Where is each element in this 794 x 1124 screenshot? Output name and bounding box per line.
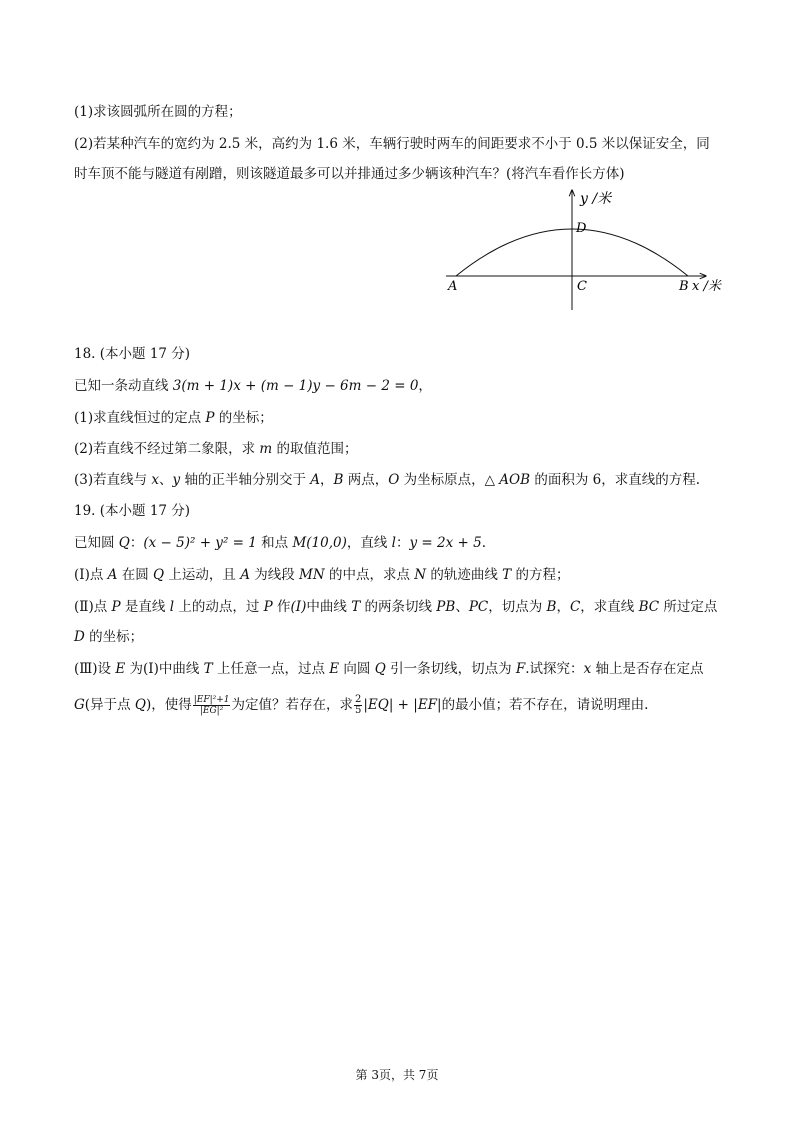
math-var: P <box>205 410 215 426</box>
text: 为线段 <box>249 567 300 583</box>
q19-part2-line2 <box>74 627 734 647</box>
q19-part3-line2 <box>74 692 734 718</box>
text: 和点 <box>256 535 293 551</box>
math-var: l <box>391 535 396 551</box>
text: 作 <box>272 599 291 615</box>
q19-part1 <box>74 565 734 585</box>
math-var: l <box>169 599 175 615</box>
text: 的中点，求点 <box>324 567 415 583</box>
text: 的方程； <box>511 567 570 583</box>
fraction-numerator: 2 <box>354 694 362 705</box>
math-var: E <box>329 661 340 677</box>
math-var: MN <box>299 567 325 583</box>
q17-part2-line1: (2)若某种汽车的宽约为 2.5 米，高约为 1.6 米，车辆行驶时两车的间距要求不小于 0.5 米以保证安全，同 <box>74 136 710 152</box>
q17-part1: (1)求该圆弧所在圆的方程； <box>74 104 242 120</box>
point-A-label: A <box>448 279 458 294</box>
text: (Ⅲ)设 <box>74 661 116 677</box>
math-var: O <box>388 472 400 488</box>
q18-part2 <box>74 439 734 459</box>
text: ，求直线 <box>580 599 639 615</box>
circle-equation: (x − 5)² + y² = 1 <box>143 535 257 551</box>
text: )，使得 <box>145 697 192 713</box>
math-var: (I) <box>290 599 307 615</box>
math-var: Q <box>134 697 146 713</box>
text: 是直线 <box>120 599 170 615</box>
fraction-denominator: 5 <box>354 705 362 716</box>
text: 的最小值；若不存在，请说明理由. <box>441 697 649 713</box>
distance-expression: |EQ| + |EF| <box>363 697 442 713</box>
math-var: C <box>569 599 581 615</box>
math-var: G <box>74 697 85 713</box>
text: 为坐标原点， <box>399 472 485 488</box>
text: .试探究： <box>525 661 584 677</box>
line-equation: y = 2x + 5 <box>409 535 482 551</box>
text: 为定值？若存在，求 <box>231 697 353 713</box>
point-C-label: C <box>577 279 587 294</box>
q17-part2-line2: 时车顶不能与隧道有剐蹭，则该隧道最多可以并排通过多少辆该种汽车？(将汽车看作长方体) <box>74 166 625 182</box>
text: 上运动，且 <box>164 567 241 583</box>
y-axis-label: y /米 <box>580 191 612 207</box>
math-var: T <box>351 599 361 615</box>
math-var: P <box>263 599 273 615</box>
q18-part1 <box>74 408 734 428</box>
math-var: A <box>107 567 118 583</box>
text: ： <box>395 535 410 551</box>
math-var: x <box>151 472 160 488</box>
text: (2)若直线不经过第二象限，求 <box>74 441 260 457</box>
point-D-label: D <box>576 221 587 236</box>
page-footer: 第 3页，共 7页 <box>355 1068 439 1082</box>
math-var: x <box>583 661 592 677</box>
text: 的轨迹曲线 <box>426 567 503 583</box>
text: (Ⅰ)点 <box>74 567 108 583</box>
math-var: B <box>546 599 557 615</box>
text: 、 <box>455 599 469 615</box>
math-var: T <box>203 661 213 677</box>
text: ，直线 <box>346 535 392 551</box>
text: (异于点 <box>84 697 135 713</box>
text: 在圆 <box>117 567 154 583</box>
triangle-symbol: △ <box>484 472 496 488</box>
text: 引一条切线，切点为 <box>385 661 516 677</box>
q18-intro <box>74 376 734 396</box>
text: ， <box>556 599 570 615</box>
text: 、 <box>159 472 173 488</box>
text: 上的动点，过 <box>174 599 264 615</box>
q19-part2-line1 <box>74 597 734 617</box>
text: (3)若直线与 <box>74 472 152 488</box>
math-var: M(10,0) <box>292 535 347 551</box>
x-axis-label: x /米 <box>692 279 721 294</box>
fraction-ef-eg <box>193 695 231 716</box>
text: 轴的正半轴分别交于 <box>180 472 311 488</box>
math-var: T <box>502 567 512 583</box>
text: 的取值范围； <box>272 441 358 457</box>
text: 的两条切线 <box>360 599 437 615</box>
text: 中曲线 <box>306 599 352 615</box>
math-var: A <box>310 472 321 488</box>
math-var: BC <box>638 599 660 615</box>
math-var: F <box>515 661 526 677</box>
text: 为(Ⅰ)中曲线 <box>125 661 204 677</box>
fraction-numerator: |EF|²+1 <box>193 695 230 705</box>
math-var: PB <box>436 599 456 615</box>
math-var: D <box>74 629 85 645</box>
math-var: PC <box>468 599 489 615</box>
text: 已知圆 <box>74 535 119 551</box>
text: 向圆 <box>339 661 375 677</box>
text: ， <box>418 378 432 394</box>
math-var: Q <box>153 567 165 583</box>
q18-part3 <box>74 470 734 490</box>
math-var: AOB <box>495 472 531 488</box>
math-var: y <box>172 472 181 488</box>
math-var: m <box>259 441 273 457</box>
point-B-label: B <box>679 279 689 294</box>
fraction-denominator: |EG|² <box>199 706 224 716</box>
line-equation: 3(m + 1)x + (m − 1)y − 6m − 2 = 0 <box>172 378 419 394</box>
q19-part3-line1 <box>74 659 734 679</box>
fraction-two-fifths <box>354 695 362 716</box>
q18-header: 18. (本小题 17 分) <box>74 346 191 362</box>
math-var: N <box>414 567 427 583</box>
math-var: P <box>111 599 121 615</box>
text: ，切点为 <box>488 599 547 615</box>
math-var: Q <box>374 661 386 677</box>
tunnel-arc-figure <box>440 186 740 314</box>
text: 的坐标； <box>214 410 273 426</box>
text: 轴上是否存在定点 <box>591 661 704 677</box>
text: (1)求直线恒过的定点 <box>74 410 206 426</box>
math-var: Q <box>118 535 130 551</box>
text: ， <box>320 472 334 488</box>
q19-header: 19. (本小题 17 分) <box>74 503 191 519</box>
text: 上任意一点，过点 <box>212 661 330 677</box>
text: (Ⅱ)点 <box>74 599 112 615</box>
text: ： <box>129 535 144 551</box>
math-var: B <box>333 472 344 488</box>
text: 已知一条动直线 <box>74 378 173 394</box>
text: 的面积为 6，求直线的方程. <box>530 472 701 488</box>
q19-intro <box>74 533 734 553</box>
text: . <box>481 535 486 551</box>
text: 所过定点 <box>659 599 718 615</box>
math-var: E <box>115 661 126 677</box>
text: 的坐标； <box>84 629 144 645</box>
math-var: A <box>240 567 250 583</box>
text: 两点， <box>343 472 389 488</box>
